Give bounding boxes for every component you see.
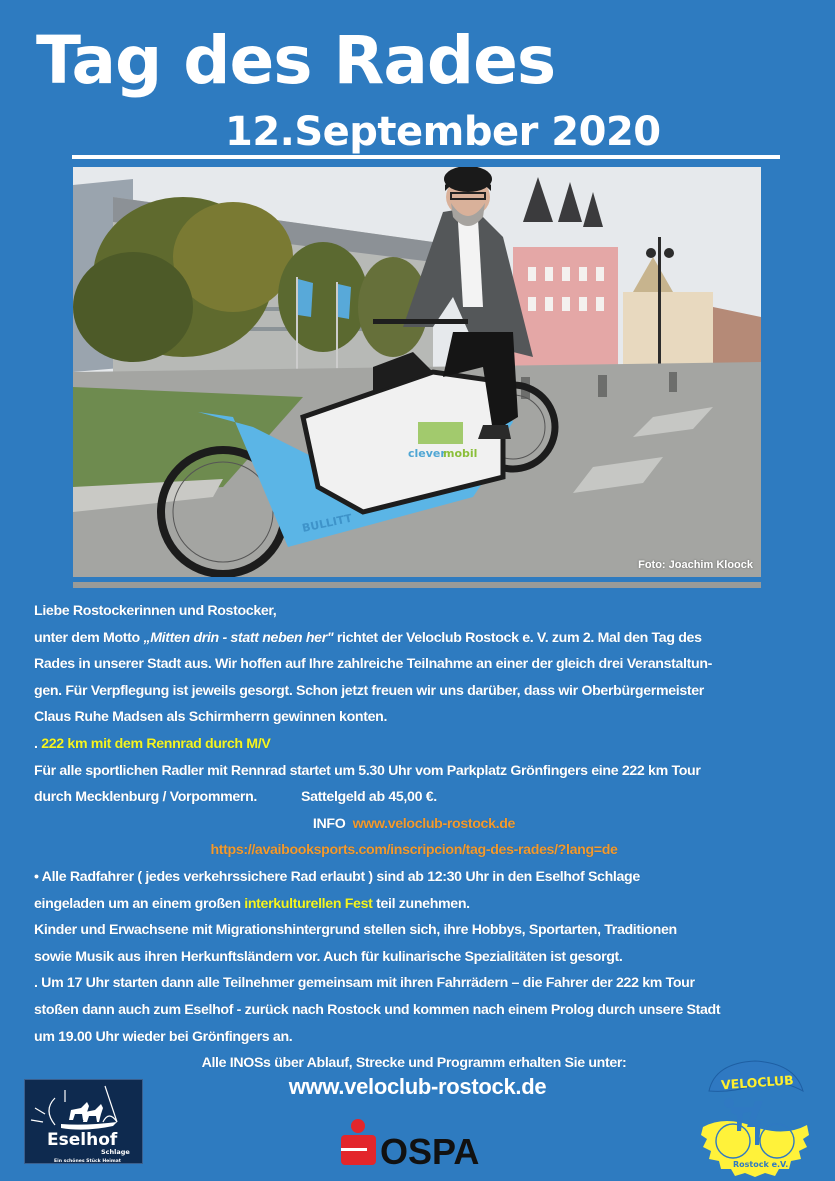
info-link-veloclub[interactable]: www.veloclub-rostock.de (352, 815, 516, 832)
event2-line-3: Kinder und Erwachsene mit Migrationshintergrund stellen sich, ihre Hobbys, Sportarten, Traditionen (34, 922, 677, 939)
event1-bullet: . (34, 735, 42, 752)
motto-text: „Mitten drin - statt neben her" (143, 629, 334, 646)
eselhof-logo (24, 1079, 143, 1164)
event2-line-2-prefix: eingeladen um an einem großen (34, 895, 245, 912)
intro-line-1 (34, 625, 814, 652)
svg-text:OSPA: OSPA (380, 1131, 480, 1166)
event3-line-1: . Um 17 Uhr starten dann alle Teilnehmer gemeinsam mit ihren Fahrrädern – die Fahrer der 222 km Tour (34, 975, 695, 992)
svg-text:VELOCLUB: VELOCLUB (720, 1072, 795, 1093)
photo-credit: Foto: Joachim Kloock (638, 559, 753, 571)
event1-line-2: durch Mecklenburg / Vorpommern. (34, 789, 258, 806)
closing-line: Alle INOSs über Ablauf, Strecke und Programm erhalten Sie unter: (201, 1055, 627, 1072)
website-link[interactable]: www.veloclub-rostock.de (288, 1074, 547, 1099)
info-link-registration[interactable]: https://avaibooksports.com/inscripcion/tag-des-rades/?lang=de (210, 842, 618, 859)
veloclub-logo (695, 1055, 815, 1180)
svg-text:mobil: mobil (443, 447, 478, 460)
info-label: INFO (312, 815, 346, 832)
ospa-logo (336, 1118, 506, 1166)
intro-line-2: Rades in unserer Stadt aus. Wir hoffen auf Ihre zahlreiche Teilnahme an einer der gleich drei Veranstaltun- (34, 656, 713, 673)
info-row (14, 811, 814, 838)
event2-line-1: • Alle Radfahrer ( jedes verkehrssichere Rad erlaubt ) sind ab 12:30 Uhr in den Eselhof Schlage (34, 868, 640, 885)
greeting: Liebe Rostockerinnen und Rostocker, (34, 603, 277, 619)
svg-text:Eselhof: Eselhof (47, 1130, 118, 1150)
intro-prefix: unter dem Motto (34, 629, 144, 646)
eselhof-donkeys-icon (25, 1080, 144, 1165)
event3-line-3: um 19.00 Uhr wieder bei Grönfingers an. (34, 1028, 293, 1045)
svg-text:clever: clever (408, 447, 446, 460)
info-link-row (14, 837, 814, 864)
photo-bottom-strip (73, 582, 761, 588)
event1-heading: 222 km mit dem Rennrad durch M/V (41, 735, 271, 752)
intro-line-4: Claus Ruhe Madsen als Schirmherrn gewinnen konten. (34, 709, 388, 726)
event1-line-2-row (34, 784, 814, 811)
intro-line-3: gen. Für Verpflegung ist jeweils gesorgt. Schon jetzt freuen wir uns darüber, dass wir Oberbürgermeister (34, 682, 704, 699)
event1-heading-row (34, 731, 814, 758)
poster-body-text (34, 598, 814, 1077)
svg-text:Schlage: Schlage (101, 1148, 130, 1156)
poster-title: Tag des Rades (36, 22, 556, 99)
svg-text:BULLITT: BULLITT (300, 511, 354, 535)
veloclub-cyclist-icon (695, 1055, 815, 1180)
sparkasse-s-icon (336, 1118, 506, 1166)
cargo-bike-photo (73, 167, 761, 577)
event2-line-2-row (34, 891, 814, 918)
event2-line-4: sowie Musik aus ihren Herkunftsländern vor. Auch für kulinarische Spezialitäten ist gesorgt. (34, 948, 623, 965)
event1-line-1: Für alle sportlichen Radler mit Rennrad startet um 5.30 Uhr vom Parkplatz Grönfingers eine 222 km Tour (34, 762, 701, 779)
event2-line-2-suffix: teil zunehmen. (372, 895, 470, 912)
photo-illustration (73, 167, 761, 577)
event3-line-2: stoßen dann auch zum Eselhof - zurück nach Rostock und kommen nach einem Prolog durch unsere Stadt (34, 1001, 721, 1018)
intercultural-fest-highlight: interkulturellen Fest (244, 895, 373, 912)
event1-fee: Sattelgeld ab 45,00 €. (301, 789, 437, 806)
event-date: 12.September 2020 (225, 109, 661, 155)
svg-text:Rostock e.V.: Rostock e.V. (733, 1160, 789, 1169)
date-underline-divider (72, 155, 780, 159)
intro-suffix: richtet der Veloclub Rostock e. V. zum 2. Mal den Tag des (333, 629, 702, 646)
svg-text:Ein schönes Stück Heimat: Ein schönes Stück Heimat (54, 1159, 121, 1164)
